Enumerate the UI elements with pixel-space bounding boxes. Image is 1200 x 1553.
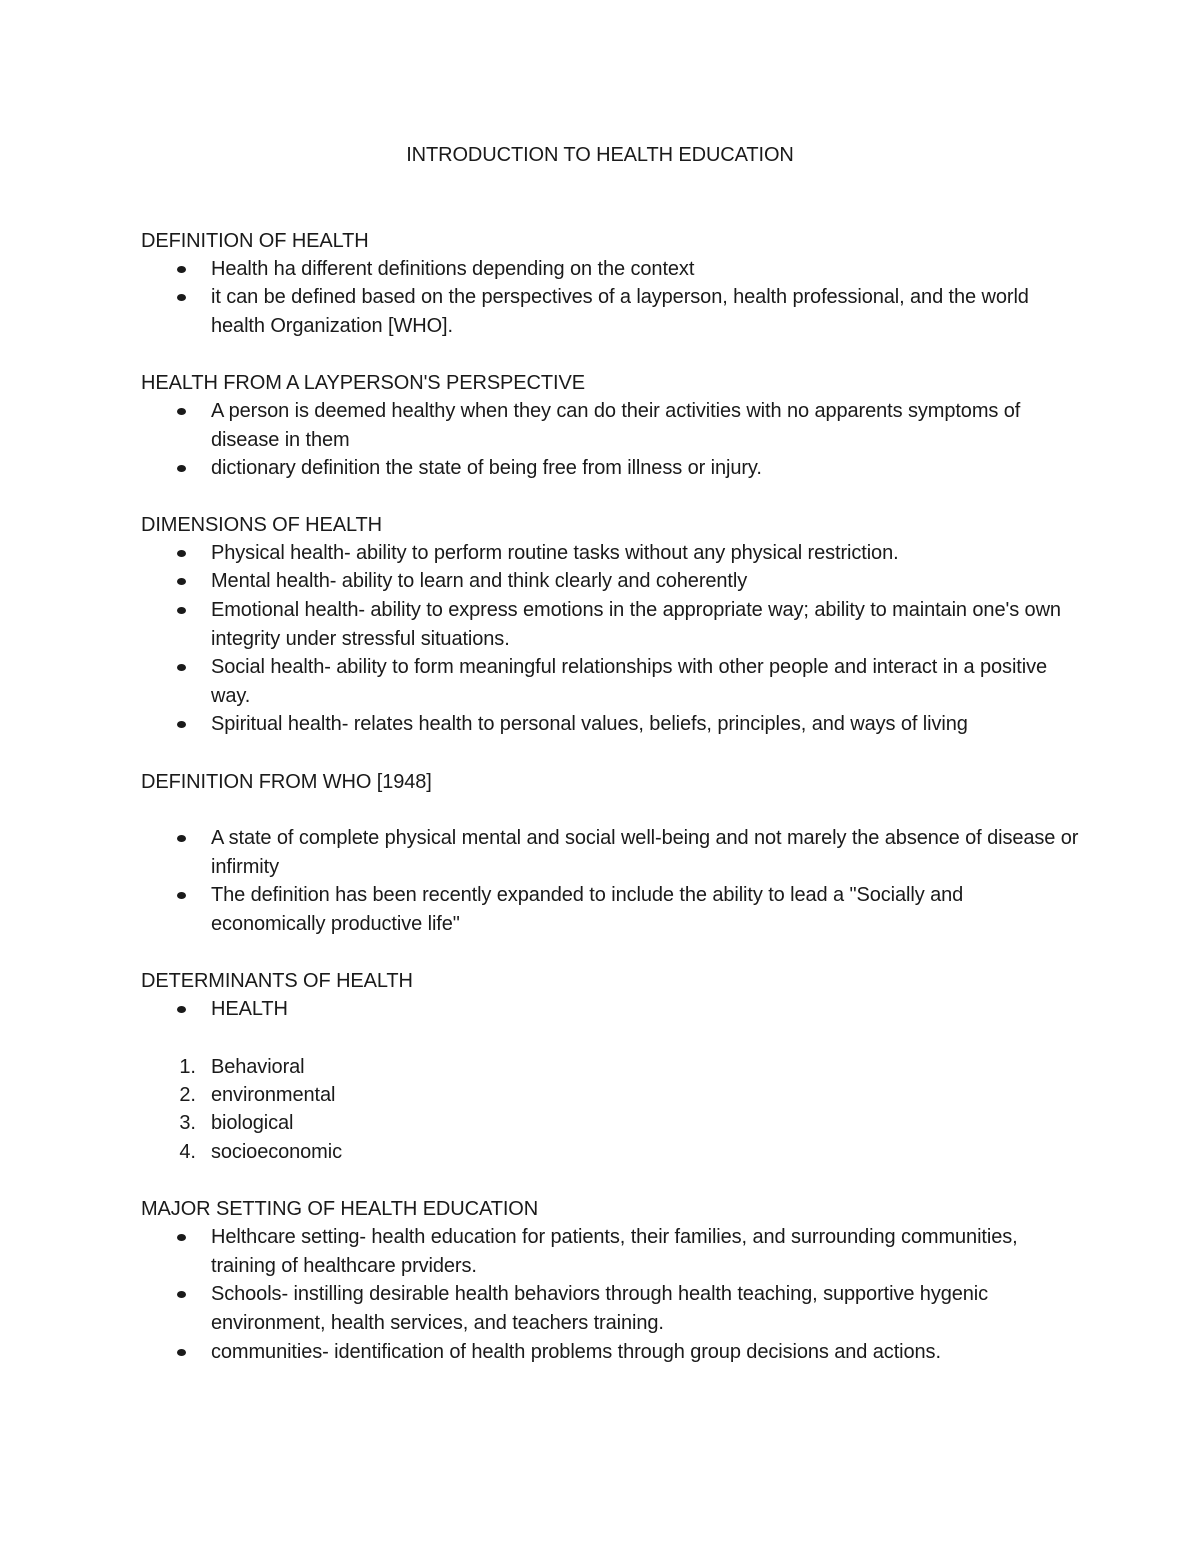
- bullet-icon: [177, 1006, 186, 1013]
- list-item: Emotional health- ability to express emotions in the appropriate way; ability to maintain one's own integrity under stressful situations.: [211, 599, 1061, 650]
- section-heading-determinants: DETERMINANTS OF HEALTH: [141, 970, 413, 992]
- list-number: 1.: [179, 1056, 196, 1078]
- bullet-icon: [177, 607, 186, 614]
- list-item: Spiritual health- relates health to personal values, beliefs, principles, and ways of living: [211, 713, 968, 735]
- bullet-icon: [177, 294, 186, 301]
- list-item: A person is deemed healthy when they can do their activities with no apparents symptoms of disease in them: [211, 400, 1021, 451]
- bullet-icon: [177, 892, 186, 899]
- numbered-item: biological: [211, 1112, 294, 1134]
- bullet-icon: [177, 266, 186, 273]
- section-heading-dimensions: DIMENSIONS OF HEALTH: [141, 514, 382, 536]
- list-item: Schools- instilling desirable health behaviors through health teaching, supportive hygenic environment, health services, and teachers training.: [211, 1283, 989, 1334]
- bullet-icon: [177, 578, 186, 585]
- list-item: Mental health- ability to learn and think clearly and coherently: [211, 570, 748, 592]
- section-heading-settings: MAJOR SETTING OF HEALTH EDUCATION: [141, 1198, 539, 1220]
- list-item: Helthcare setting- health education for patients, their families, and surrounding communities, training of healthcare prviders.: [211, 1226, 1018, 1277]
- section-heading-who: DEFINITION FROM WHO [1948]: [141, 771, 432, 793]
- bullet-icon: [177, 550, 186, 557]
- list-number: 3.: [179, 1112, 196, 1134]
- list-item: it can be defined based on the perspectives of a layperson, health professional, and the world health Organization [WHO].: [211, 286, 1029, 337]
- section-heading-definition: DEFINITION OF HEALTH: [141, 230, 369, 252]
- list-item: Health ha different definitions depending on the context: [211, 258, 695, 280]
- bullet-icon: [177, 1291, 186, 1298]
- bullet-icon: [177, 835, 186, 842]
- list-item: The definition has been recently expanded to include the ability to lead a "Socially and economically productive life": [211, 884, 964, 935]
- section-heading-layperson: HEALTH FROM A LAYPERSON'S PERSPECTIVE: [141, 372, 585, 394]
- list-item: dictionary definition the state of being free from illness or injury.: [211, 457, 762, 479]
- list-item: HEALTH: [211, 998, 288, 1020]
- list-number: 4.: [179, 1141, 196, 1163]
- bullet-icon: [177, 1349, 186, 1356]
- list-number: 2.: [179, 1084, 196, 1106]
- bullet-icon: [177, 1234, 186, 1241]
- list-item: communities- identification of health problems through group decisions and actions.: [211, 1341, 941, 1363]
- bullet-icon: [177, 664, 186, 671]
- numbered-item: Behavioral: [211, 1056, 305, 1078]
- document-title: INTRODUCTION TO HEALTH EDUCATION: [406, 144, 794, 166]
- bullet-icon: [177, 721, 186, 728]
- bullet-icon: [177, 408, 186, 415]
- list-item: Physical health- ability to perform routine tasks without any physical restriction.: [211, 542, 899, 564]
- bullet-icon: [177, 465, 186, 472]
- list-item: Social health- ability to form meaningful relationships with other people and interact in a positive way.: [211, 656, 1048, 707]
- numbered-item: socioeconomic: [211, 1141, 342, 1163]
- list-item: A state of complete physical mental and social well-being and not marely the absence of disease or infirmity: [211, 827, 1079, 878]
- numbered-item: environmental: [211, 1084, 336, 1106]
